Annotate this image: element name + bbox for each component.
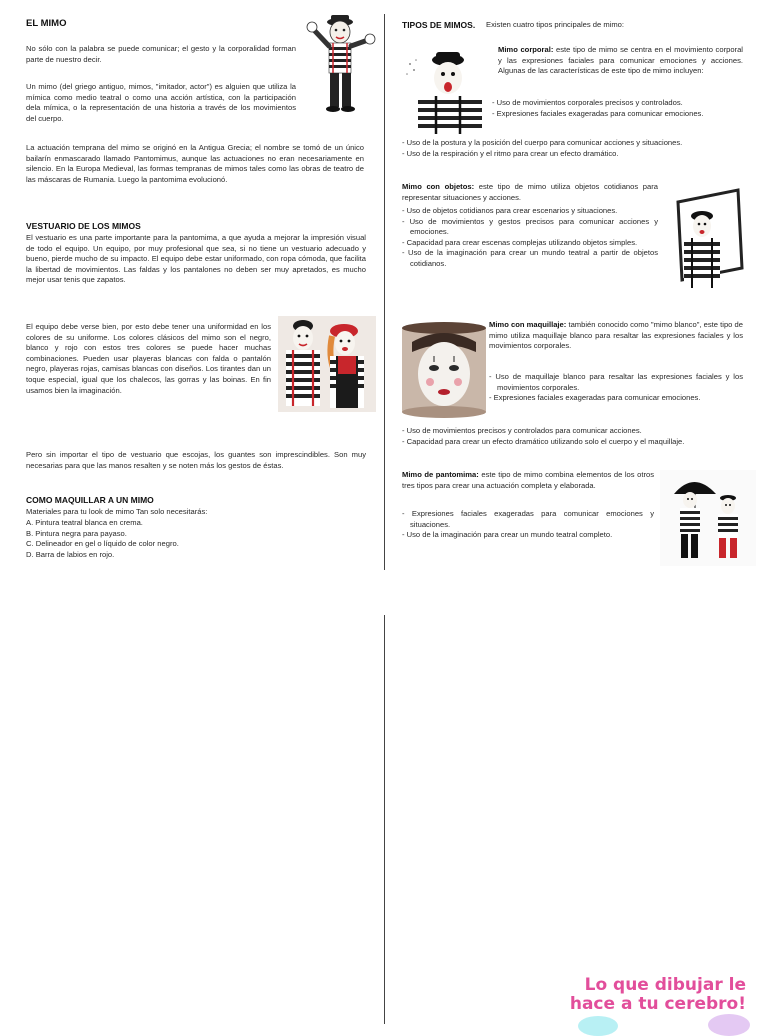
history-paragraph: La actuación temprana del mimo se originó en la Antigua Grecia; el nombre se tomó de un único bailarín enmascarado llamado Pantomimus, aunque las actuaciones no eran necesariamente en silencio. En la Europa Medieval, las formas tempranas de mimos tales como las obras de teatro de las máscaras de Rumania. Luego la pantomima evolucionó. [26, 143, 364, 184]
materials-list [26, 518, 366, 560]
mime-surprised-photo [402, 44, 488, 134]
mimo-maquillaje-list-b [402, 426, 744, 447]
list-item: D. Barra de labios en rojo. [26, 549, 115, 559]
section-title-vestuario: VESTUARIO DE LOS MIMOS [26, 221, 141, 231]
list-item: - Capacidad para crear escenas complejas utilizando objetos simples. [402, 237, 638, 247]
mime-makeup-face-photo [402, 322, 486, 418]
column-divider-top [384, 14, 385, 570]
mimes-umbrella-photo [660, 470, 756, 566]
list-item: B. Pintura negra para payaso. [26, 528, 127, 538]
mimo-maquillaje-list-a [489, 372, 743, 404]
materials-intro: Materiales para tu look de mimo Tan solo necesitarás: [26, 507, 208, 516]
mimo-corporal-title: Mimo corporal: [498, 45, 554, 54]
mimo-pantomima-title: Mimo de pantomima: [402, 470, 479, 479]
list-item: - Expresiones faciales exageradas para comunicar emociones. [492, 108, 704, 118]
list-item: - Expresiones faciales exageradas para comunicar emociones y situaciones. [402, 509, 654, 529]
mimo-corporal-list-a [492, 98, 744, 119]
list-item: - Uso de la imaginación para crear un mundo teatral a partir de objetos cotidianos. [402, 248, 658, 268]
mime-frame-photo [668, 188, 744, 294]
vestuario-paragraph-2: El equipo debe verse bien, por esto debe tener una uniformidad en los colores de su uniforme. Los colores clásicos del mimo son el negro, blanco y rojo con estos tres colores se puede hacer muchas combinaciones. Pueden usar playeras blancas con falda o pantalón negro, playeras rojas, camisas blancas con diseños. Los tirantes dan un toque especial, igual que los chalecos, las gorras y las boinas. En fin usamos bien la imaginación. [26, 322, 271, 395]
mime-couple-photo [278, 316, 376, 412]
list-item: - Uso de la respiración y el ritmo para crear un efecto dramático. [402, 148, 619, 158]
list-item: A. Pintura teatral blanca en crema. [26, 518, 143, 527]
vestuario-paragraph-3: Pero sin importar el tipo de vestuario que escojas, los guantes son imprescindibles. Son muy necesarias para que las manos resalten y se noten más los gestos de éstas. [26, 450, 366, 470]
list-item: - Uso de la postura y la posición del cuerpo para comunicar acciones y situaciones. [402, 138, 683, 147]
mimo-maquillaje-title: Mimo con maquillaje: [489, 320, 567, 329]
mimo-pantomima-list [402, 509, 654, 541]
mimo-pantomima-text: este tipo de mimo combina elementos de los otros tres tipos para crear una actuación completa y elaborada. [402, 470, 654, 490]
mimo-corporal-text: este tipo de mimo se centra en el movimiento corporal y las expresiones faciales para comunicar emociones y acciones. Algunas de las características de este tipo de mimo incluyen: [498, 45, 743, 76]
list-item: C. Delineador en gel o líquido de color negro. [26, 539, 179, 549]
brand-line-1: Lo que dibujar le [584, 975, 746, 995]
intro-paragraph: No sólo con la palabra se puede comunicar; el gesto y la corporalidad forman parte de nuestro decir. [26, 44, 296, 64]
tipos-intro: Existen cuatro tipos principales de mimo: [486, 20, 625, 29]
mimo-objetos-list [402, 206, 658, 270]
definition-paragraph: Un mimo (del griego antiguo, mimos, "imitador, actor") es alguien que utiliza la mímica como medio teatral o como una acción artística, con la participación dela mímica, o la representación de una historia a través de los movimientos del cuerpo. [26, 82, 296, 123]
list-item: - Uso de movimientos y gestos precisos para comunicar acciones y emociones. [402, 216, 658, 237]
list-item: - Uso de maquillaje blanco para resaltar las expresiones faciales y los movimientos corporales. [489, 372, 743, 392]
mime-waving-illustration [304, 10, 376, 114]
mimo-maquillaje-text: también conocido como "mimo blanco", este tipo de mimo utiliza maquillaje blanco para resaltar las expresiones faciales y los movimientos corporales. [489, 320, 743, 351]
section-title-el-mimo: EL MIMO [26, 18, 67, 29]
mimo-corporal-list-b [402, 138, 744, 159]
mimo-maquillaje-description [489, 320, 743, 352]
list-item: - Expresiones faciales exageradas para comunicar emociones. [489, 393, 701, 403]
list-item: - Uso de movimientos corporales precisos y controlados. [492, 98, 683, 107]
section-title-tipos: TIPOS DE MIMOS. [402, 20, 476, 30]
mimo-objetos-text: este tipo de mimo utiliza objetos cotidianos para representar situaciones y acciones. [402, 182, 658, 202]
mimo-objetos-title: Mimo con objetos: [402, 182, 475, 191]
vestuario-paragraph-1: El vestuario es una parte importante para la pantomima, a que ayuda a mejorar la impresión visual de todo el equipo. Un equipo, por muy profesional que sea, si no tiene un vestuario adecuado y bueno, pierde mucho de su impacto. El equipo debe estar uniformado, con ropa cómoda, que facilita la libertad de movimientos. Las faldas y los pantalones no deben ser muy apretados, es mucho mejor usar tenis que zapatos. [26, 233, 366, 285]
brand-line-2: hace a tu cerebro! [569, 994, 746, 1014]
mimo-objetos-description [402, 182, 658, 203]
list-item: - Uso de objetos cotidianos para crear escenarios y situaciones. [402, 206, 618, 215]
section-title-maquillar: COMO MAQUILLAR A UN MIMO [26, 495, 154, 505]
list-item: - Uso de movimientos precisos y controlados para comunicar acciones. [402, 426, 642, 435]
column-divider-bottom [384, 615, 385, 1024]
decorative-blob-cyan [578, 1016, 618, 1036]
mimo-pantomima-description [402, 470, 654, 491]
mimo-corporal-description [498, 45, 743, 77]
list-item: - Capacidad para crear un efecto dramático utilizando solo el cuerpo y el maquillaje. [402, 436, 685, 446]
list-item: - Uso de la imaginación para crear un mundo teatral completo. [402, 530, 613, 540]
brand-logo-text [570, 976, 746, 1014]
decorative-blob-violet [708, 1014, 750, 1036]
